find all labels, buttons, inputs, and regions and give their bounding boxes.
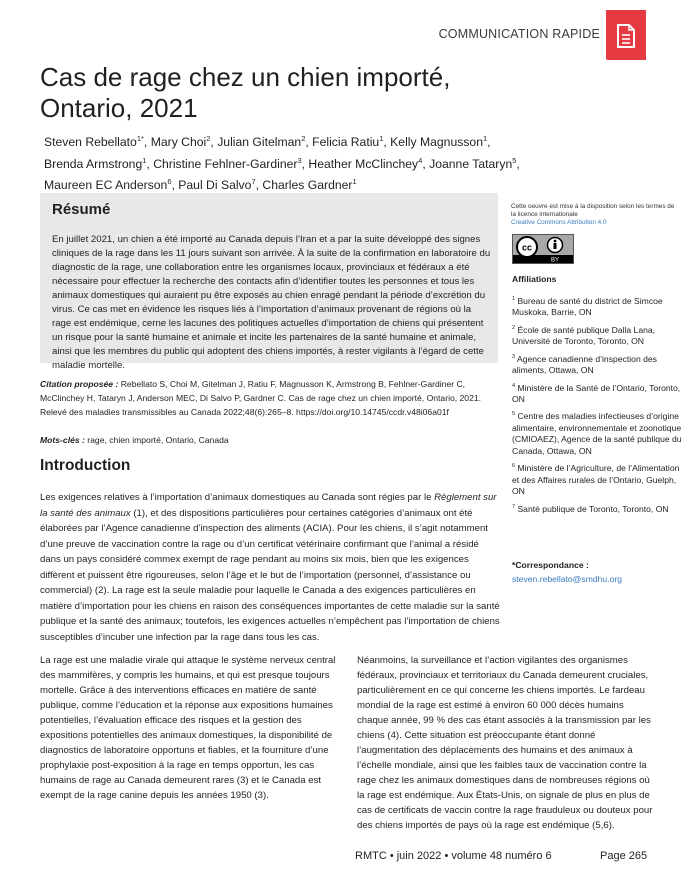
keywords-label: Mots-clés : bbox=[40, 435, 85, 445]
author: Brenda Armstrong$^1$ bbox=[44, 155, 147, 171]
affiliation-number: 2 bbox=[512, 324, 516, 331]
author: Maureen EC Anderson$^6$ bbox=[44, 177, 172, 193]
author-affiliation-marker: 1 bbox=[352, 177, 357, 187]
creative-commons-icon bbox=[513, 235, 573, 263]
license-text: Cette oeuvre est mise à la disposition selon les termes de la licence internationale bbox=[511, 203, 675, 218]
license-link[interactable]: Creative Commons Attribution 4.0 bbox=[511, 219, 607, 226]
author: Steven Rebellato$^{1*}$ bbox=[44, 134, 144, 150]
license-notice bbox=[511, 203, 681, 227]
keywords bbox=[40, 433, 500, 447]
affiliation-number: 4 bbox=[512, 382, 516, 389]
author-affiliation-marker: 1 bbox=[482, 134, 488, 143]
author: Charles Gardner$^1$ bbox=[262, 177, 357, 193]
author-affiliation-marker: 1 bbox=[379, 134, 384, 143]
cc-by-badge[interactable] bbox=[512, 234, 574, 264]
affiliation-number: 1 bbox=[512, 296, 516, 302]
author-affiliation-marker: 4 bbox=[418, 155, 423, 165]
article-title: Cas de rage chez un chien importé, Ontario, 2021 bbox=[40, 62, 451, 123]
suggested-citation bbox=[40, 377, 500, 419]
author: Paul Di Salvo$^7$ bbox=[178, 177, 256, 193]
author-affiliation-marker: 2 bbox=[301, 134, 306, 143]
affiliation-item: $^1$ Bureau de santé du district de Simcoe Muskoka, Barrie, ON bbox=[512, 295, 663, 318]
keywords-text: rage, chien importé, Ontario, Canada bbox=[87, 435, 229, 445]
abstract-heading: Résumé bbox=[52, 201, 111, 218]
affiliation-item: $^7$ Santé publique de Toronto, Toronto, ON bbox=[512, 503, 669, 514]
author: Julian Gitelman$^2$ bbox=[217, 134, 306, 150]
introduction-paragraph bbox=[40, 490, 500, 645]
cc-by-label: BY bbox=[550, 257, 560, 263]
section-badge bbox=[606, 10, 646, 60]
author-list: Steven Rebellato$^{1*}$, Mary Choi$^2$, Julian Gitelman$^2$, Felicia Ratiu$^1$, Kelly Magnusson$^1$, Brenda Armstrong$^1$, Christine Fehlner-Gardiner$^3$, Heather McClinchey$^4$, Joanne Tataryn$^5$, Maureen EC Anderson$^6$, Paul Di Salvo$^7$, Charles Gardner$^1$ bbox=[44, 134, 520, 193]
regulation-title: Règlement sur la santé des animaux bbox=[40, 492, 497, 519]
affiliation-item: $^4$ Ministère de la Santé de l’Ontario, Toronto, ON bbox=[512, 382, 681, 404]
affiliation-number: 3 bbox=[512, 353, 516, 360]
author: Christine Fehlner-Gardiner$^3$ bbox=[153, 155, 302, 171]
citation-text[interactable]: Rebellato S, Choi M, Gitelman J, Ratiu F, Magnusson K, Armstrong B, Fehlner-Gardiner C, McClinchey H, Tataryn J, Anderson MEC, Di Salvo P, Gardner C. Cas de rage chez un chien importé, Ontario, 2021. Relevé des maladies transmissibles au Canada 2022;48(6):265–8. https://doi.org/10.14745/ccdr.v48i06a01f bbox=[40, 379, 482, 417]
author: Mary Choi$^2$ bbox=[150, 134, 211, 150]
author-affiliation-marker: 7 bbox=[251, 177, 256, 187]
affiliation-item: $^5$ Centre des maladies infectieuses d’origine alimentaire, environnementale et zoonotique (CMIOAEZ), Agence de la santé publique du Canada, Ottawa, ON bbox=[512, 411, 682, 456]
author: Kelly Magnusson$^1$ bbox=[390, 134, 488, 150]
author-affiliation-marker: 5 bbox=[512, 155, 517, 165]
intro-text: Les exigences relatives à l’importation d’animaux domestiques au Canada sont régies par le bbox=[40, 492, 435, 503]
author-affiliation-marker: 2 bbox=[206, 134, 211, 143]
author-affiliation-marker: 3 bbox=[297, 155, 302, 165]
affiliation-number: 5 bbox=[512, 411, 516, 418]
section-label: COMMUNICATION RAPIDE bbox=[438, 27, 600, 41]
introduction-heading: Introduction bbox=[40, 457, 131, 474]
author: Joanne Tataryn$^5$ bbox=[429, 155, 517, 171]
svg-text:cc: cc bbox=[521, 242, 533, 253]
author-affiliation-marker: 1 bbox=[142, 155, 147, 165]
affiliation-item: $^6$ Ministère de l’Agriculture, de l’Alimentation et des Affaires rurales de l’Ontario, Guelph, ON bbox=[512, 463, 680, 497]
citation-label: Citation proposée : bbox=[40, 379, 119, 389]
affiliation-item: $^2$ École de santé publique Dalla Lana, Université de Toronto, Toronto, ON bbox=[512, 324, 656, 347]
author-affiliation-marker: 1* bbox=[136, 134, 144, 143]
footer-page-number: Page 265 bbox=[600, 850, 648, 862]
affiliation-number: 6 bbox=[512, 463, 516, 470]
body-column-left: La rage est une maladie virale qui attaque le système nerveux central des mammifères, y compris les humains, et qui est presque toujours mortelle. Grâce à des interventions efficaces en matière de santé publique, comme l’éducation et la réponse aux expositions humaines potentielles, l’évaluation efficace des risques et la gestion des expositions potentielles des animaux domestiques, la disponibilité de diagnostics de laboratoire opportuns et fiables, et la fourniture d’une prophylaxie post-exposition à la rage en temps opportun, les cas humains de rage au Canada demeurent rares (3) et le Canada est exempt de la rage canine depuis les années 1950 (3). bbox=[40, 655, 336, 801]
intro-text: (1), et des dispositions particulières pour certaines catégories d’animaux ont été élaborées par l’Agence canadienne d’inspection des aliments (ACIA). Pour les chiens, il s’agit notamment d’une preuve de vaccination contre la rage ou d’un certificat vétérinaire confirmant que l’animal a résidé dans un pays considéré commex exempt de rage pendant au moins six mois, bien que les exigences diffèrent et puissent être rigoureuses, selon l’âge et le but de l’importation (personnel, d’assistance ou commercial) (2). La rage est la seule maladie pour laquelle le Canada a des exigences particulières en matière d’importation pour les chiens en raison des conséquences importantes de cette maladie sur la santé publique et la santé des animaux; toutefois, les exigences actuelles n’empêchent pas l’importation de chiens susceptibles d’incuber une infection par la rage dans tous les cas. bbox=[40, 507, 500, 643]
abstract-text: En juillet 2021, un chien a été importé au Canada depuis l’Iran et a par la suite développé des signes cliniques de la rage dans les 11 jours suivant son arrivée. À la suite de la confirmation en laboratoire du diagnostic de la rage, une collaboration entre les organismes locaux, provinciaux et fédéraux a été nécessaire pour effectuer la recherche des contacts afin d’identifier toutes les personnes et tous les animaux domestiques qui auraient pu être exposés au chien enragé pendant la période d’excrétion du virus. Ce cas met en évidence les risques liés à l’importation d’animaux provenant de régions où la rage est endémique, cerne les lacunes des politiques actuelles d’importation de chiens qui présentent un risque pour la santé humaine et animale et incite les partenaires de la santé humaine et animale, ainsi que les membres du public qui adoptent des chiens importés, à rester vigilants à l’égard de cette maladie mortelle. bbox=[52, 234, 491, 371]
correspondence-heading: *Correspondance : bbox=[512, 560, 589, 570]
affiliations-list bbox=[512, 294, 682, 519]
author: Felicia Ratiu$^1$ bbox=[312, 134, 384, 150]
body-column-right: Néanmoins, la surveillance et l’action vigilantes des organismes fédéraux, provinciaux et territoriaux du Canada demeurent cruciales, particulièrement en ce qui concerne les chiens importés. Le fardeau mondial de la rage est estimé à environ 60 000 décès humains chaque année, 99 % des cas étant associés à la transmission par les chiens (4). Cette situation est préoccupante étant donné l’augmentation des déplacements des humains et des animaux à l’échelle mondiale, ainsi que les faibles taux de vaccination contre la rage chez les animaux domestiques dans de nombreuses régions où la rage est endémique. Aux États-Unis, on signale de plus en plus de cas de certificats de vaccin contre la rage frauduleux ou douteux pour des chiens importés de pays où la rage est endémique (5,6). bbox=[357, 655, 653, 831]
affiliations-heading: Affiliations bbox=[512, 274, 557, 284]
affiliation-number: 7 bbox=[512, 503, 516, 510]
correspondence-email[interactable]: steven.rebellato@smdhu.org bbox=[512, 574, 622, 584]
author-affiliation-marker: 6 bbox=[167, 177, 172, 187]
abstract-box bbox=[40, 193, 498, 371]
author: Heather McClinchey$^4$ bbox=[308, 155, 423, 171]
footer-journal-info: RMTC • juin 2022 • volume 48 numéro 6 bbox=[355, 850, 552, 862]
affiliation-item: $^3$ Agence canadienne d’inspection des aliments, Ottawa, ON bbox=[512, 353, 657, 376]
document-icon bbox=[616, 24, 636, 48]
